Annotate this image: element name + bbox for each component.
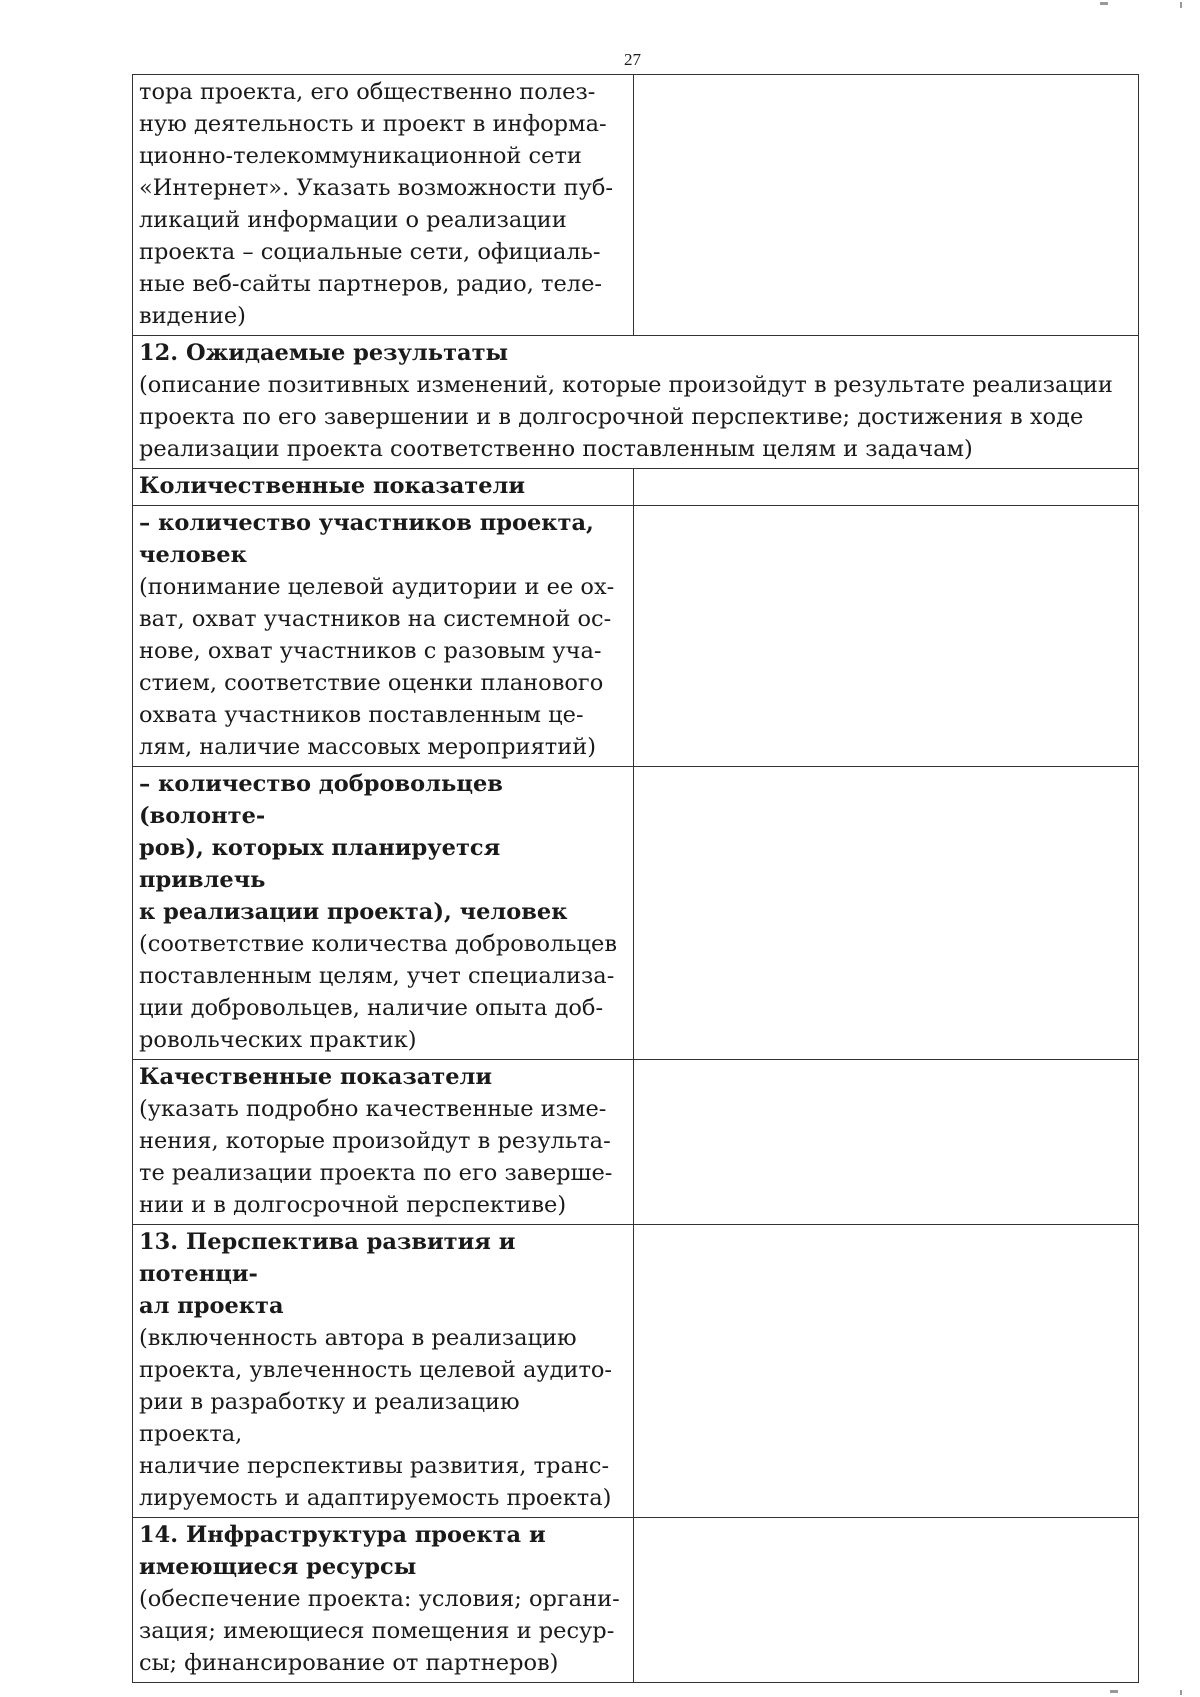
criterion-title: 14. Инфраструктура проекта и имеющиеся ресурсы bbox=[139, 1522, 546, 1580]
table-row bbox=[133, 75, 1139, 336]
criterion-cell bbox=[133, 469, 634, 506]
answer-cell[interactable] bbox=[634, 469, 1139, 506]
scan-artifact bbox=[1180, 1690, 1182, 1695]
criterion-cell bbox=[133, 1225, 634, 1518]
table-row bbox=[133, 1518, 1139, 1683]
criterion-title: 13. Перспектива развития и потенци- ал проекта bbox=[139, 1229, 516, 1319]
answer-cell[interactable] bbox=[634, 767, 1139, 1060]
criterion-title: Качественные показатели bbox=[139, 1064, 493, 1090]
criterion-description: (соответствие количества добровольцев поставленным целям, учет специализа- ции добровольцев, наличие опыта доб- ровольческих практик) bbox=[139, 931, 618, 1053]
table-row bbox=[133, 1060, 1139, 1225]
section-header-cell bbox=[133, 336, 1139, 469]
criterion-cell bbox=[133, 1060, 634, 1225]
table-row bbox=[133, 506, 1139, 767]
section-title: 12. Ожидаемые результаты bbox=[139, 340, 509, 366]
scan-artifact bbox=[1180, 2, 1182, 8]
table-row bbox=[133, 336, 1139, 469]
criterion-cell bbox=[133, 1518, 634, 1683]
answer-cell[interactable] bbox=[634, 506, 1139, 767]
criterion-title: – количество добровольцев (волонте- ров), которых планируется привлечь к реализации проекта), человек bbox=[139, 771, 568, 925]
criterion-description: (включенность автора в реализацию проекта, увлеченность целевой аудито- рии в разработку и реализацию проекта, наличие перспективы развития, транс- лируемость и адаптируемость проекта) bbox=[139, 1325, 613, 1511]
table-row bbox=[133, 1225, 1139, 1518]
scan-artifact bbox=[1100, 2, 1108, 5]
criterion-cell bbox=[133, 75, 634, 336]
criterion-description: (понимание целевой аудитории и ее ох- ват, охват участников на системной ос- нове, охват участников с разовым уча- стием, соответствие оценки планового охвата участников поставленным це- лям, наличие массовых мероприятий) bbox=[139, 574, 615, 760]
criterion-description: тора проекта, его общественно полез- ную деятельность и проект в информа- ционно-телекоммуникационной сети «Интернет». Указать возможности пуб- ликаций информации о реализации проекта – социальные сети, официаль- ные веб-сайты партнеров, радио, теле- видение) bbox=[139, 79, 614, 329]
criterion-description: (указать подробно качественные изме- нения, которые произойдут в результа- те реализации проекта по его заверше- нии и в долгосрочной перспективе) bbox=[139, 1096, 613, 1218]
application-form-table bbox=[132, 74, 1139, 1683]
criterion-title: – количество участников проекта, человек bbox=[139, 510, 594, 568]
criterion-cell bbox=[133, 506, 634, 767]
scan-artifact bbox=[1110, 1690, 1118, 1693]
criterion-title: Количественные показатели bbox=[139, 473, 526, 499]
answer-cell[interactable] bbox=[634, 75, 1139, 336]
table-row bbox=[133, 767, 1139, 1060]
answer-cell[interactable] bbox=[634, 1225, 1139, 1518]
answer-cell[interactable] bbox=[634, 1060, 1139, 1225]
table-row bbox=[133, 469, 1139, 506]
criterion-description: (обеспечение проекта: условия; органи- зация; имеющиеся помещения и ресур- сы; финансирование от партнеров) bbox=[139, 1586, 620, 1676]
criterion-cell bbox=[133, 767, 634, 1060]
page-number: 27 bbox=[624, 50, 641, 69]
section-description: (описание позитивных изменений, которые произойдут в результате реализации проекта по его завершении и в долгосрочной перспективе; достижения в ходе реализации проекта соответственно поставленным целям и задачам) bbox=[139, 372, 1113, 462]
answer-cell[interactable] bbox=[634, 1518, 1139, 1683]
